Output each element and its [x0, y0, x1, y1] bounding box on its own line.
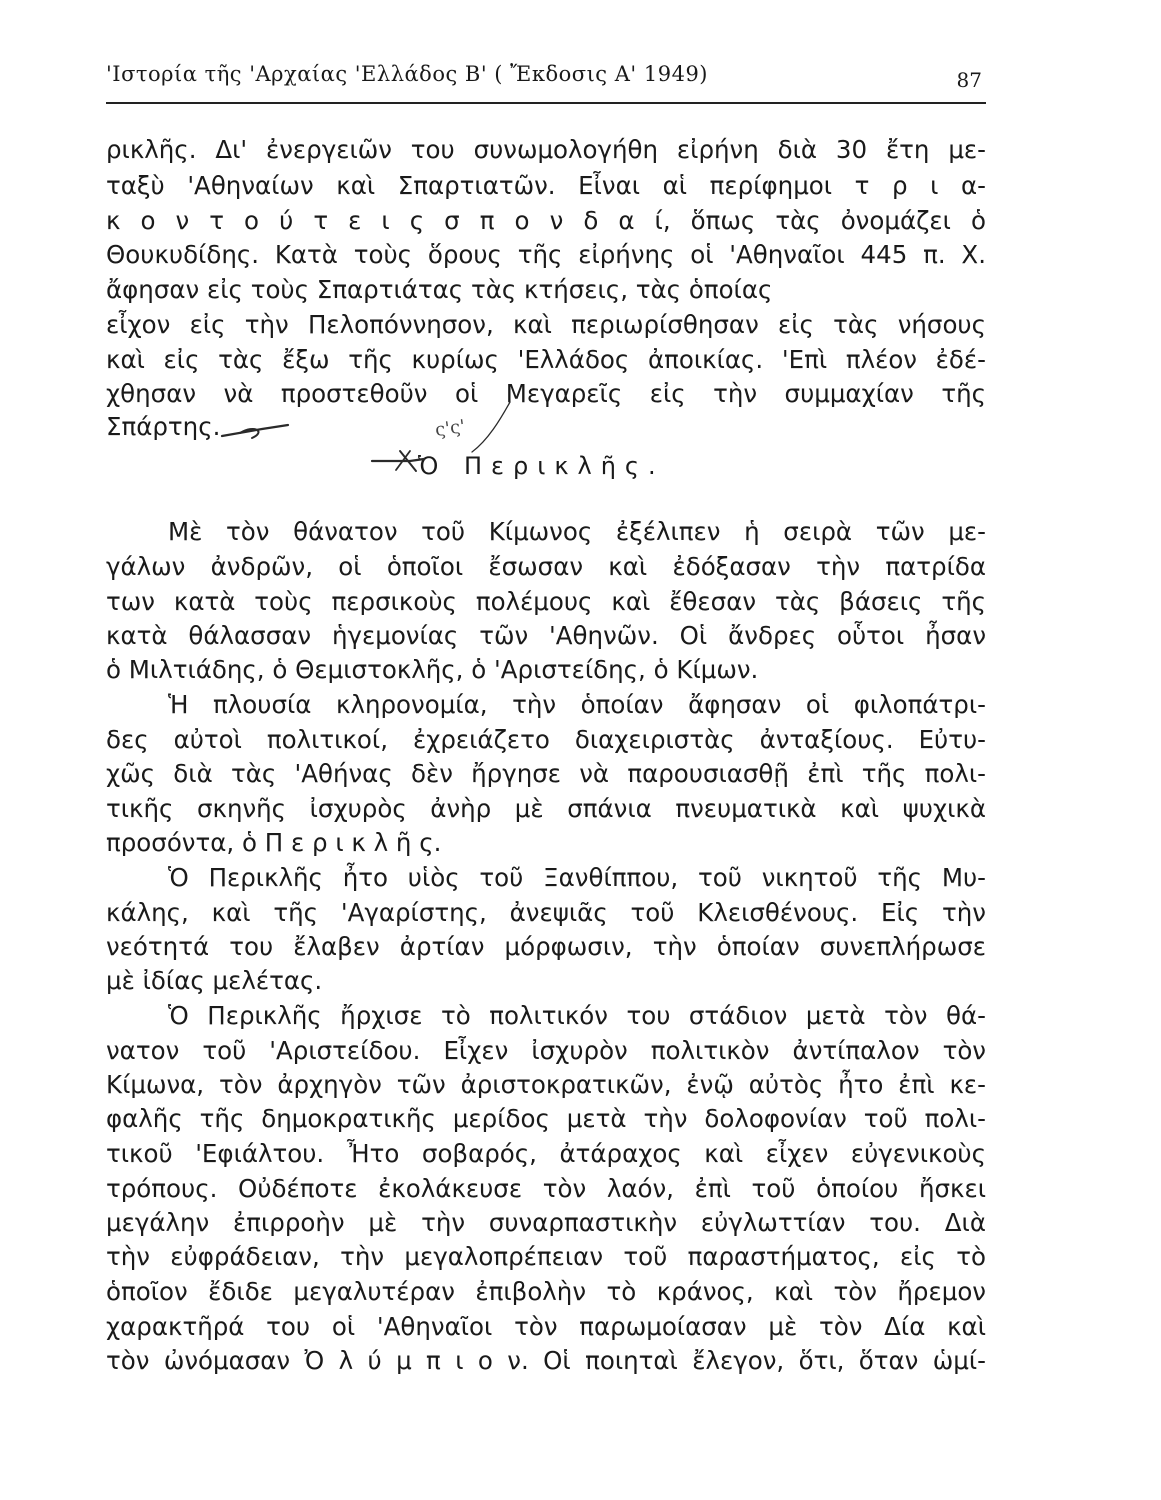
text-line: κάλης, καὶ τῆς 'Αγαρίστης, ἀνεψιᾶς τοῦ Κλεισθένους. Εἰς τὴν — [106, 898, 986, 927]
text-line: κατὰ θάλασσαν ἡγεμονίας τῶν 'Αθηνῶν. Οἱ ἄνδρες οὗτοι ἦσαν — [106, 621, 986, 650]
text-line: εἶχον εἰς τὴν Πελοπόννησον, καὶ περιωρίσθησαν εἰς τὰς νήσους — [106, 310, 986, 339]
page-number: 87 — [956, 68, 982, 92]
text-line: τρόπους. Οὐδέποτε ἐκολάκευσε τὸν λαόν, ἐπὶ τοῦ ὁποίου ἤσκει — [106, 1174, 986, 1203]
text-line: Ὁ Περικλῆς ἤρχισε τὸ πολιτικόν του στάδιον μετὰ τὸν θά- — [168, 1001, 986, 1030]
text-line: χαρακτῆρά του οἱ 'Αθηναῖοι τὸν παρωμοίασαν μὲ τὸν Δία καὶ — [106, 1312, 986, 1341]
text-line: νατον τοῦ 'Αριστείδου. Εἶχεν ἰσχυρὸν πολιτικὸν ἀντίπαλον τὸν — [106, 1036, 986, 1065]
text-line: ταξὺ 'Αθηναίων καὶ Σπαρτιατῶν. Εἶναι αἱ περίφημοι τ ρ ι α- — [106, 171, 986, 200]
text-line: μὲ ἰδίας μελέτας. — [106, 966, 323, 995]
text-line: γάλων ἀνδρῶν, οἱ ὁποῖοι ἔσωσαν καὶ ἐδόξασαν τὴν πατρίδα — [106, 552, 986, 581]
text-line: τὴν εὐφράδειαν, τὴν μεγαλοπρέπειαν τοῦ παραστήματος, εἰς τὸ — [106, 1242, 986, 1271]
text-line: Ἡ πλουσία κληρονομία, τὴν ὁποίαν ἄφησαν οἱ φιλοπάτρι- — [168, 690, 986, 719]
text-line: τικοῦ 'Εφιάλτου. Ἦτο σοβαρός, ἀτάραχος καὶ εἶχεν εὐγενικοὺς — [106, 1139, 986, 1168]
text-line: χθησαν νὰ προστεθοῦν οἱ Μεγαρεῖς εἰς τὴν συμμαχίαν τῆς — [106, 379, 986, 408]
text-line: ὁ Μιλτιάδης, ὁ Θεμιστοκλῆς, ὁ 'Αριστείδης, ὁ Κίμων. — [106, 655, 759, 684]
pen-stroke-1 — [222, 425, 288, 436]
text-line: μεγάλην ἐπιρροὴν μὲ τὴν συναρπαστικὴν εὐγλωττίαν του. Διὰ — [106, 1208, 986, 1237]
text-line: των κατὰ τοὺς περσικοὺς πολέμους καὶ ἔθεσαν τὰς βάσεις τῆς — [106, 587, 986, 616]
text-line: καὶ εἰς τὰς ἔξω τῆς κυρίως 'Ελλάδος ἀποικίας. 'Επὶ πλέον ἐδέ- — [106, 345, 986, 374]
text-line: νεότητά του ἔλαβεν ἀρτίαν μόρφωσιν, τὴν ὁποίαν συνεπλήρωσε — [106, 932, 986, 961]
text-line: Σπάρτης. — [106, 412, 221, 441]
text-line: κ ο ν τ ο ύ τ ε ι ς σ π ο ν δ α ί, ὅπως τὰς ὀνομάζει ὁ — [106, 206, 986, 235]
pen-stroke-4 — [372, 459, 424, 461]
text-line: Ὁ Περικλῆς ἦτο υἱὸς τοῦ Ξανθίππου, τοῦ νικητοῦ τῆς Μυ- — [168, 863, 986, 892]
text-line: τικῆς σκηνῆς ἰσχυρὸς ἀνὴρ μὲ σπάνια πνευματικὰ καὶ ψυχικὰ — [106, 794, 986, 823]
section-heading: Ὁ Περικλῆς. — [418, 452, 665, 480]
text-line: Κίμωνα, τὸν ἀρχηγὸν τῶν ἀριστοκρατικῶν, ἐνῷ αὐτὸς ἦτο ἐπὶ κε- — [106, 1070, 986, 1099]
text-line: Θουκυδίδης. Κατὰ τοὺς ὅρους τῆς εἰρήνης οἱ 'Αθηναῖοι 445 π. Χ. — [106, 240, 986, 269]
text-line: δες αὐτοὶ πολιτικοί, ἐχρειάζετο διαχειριστὰς ἀνταξίους. Εὐτυ- — [106, 725, 986, 754]
running-title: 'Ιστορία τῆς 'Αρχαίας 'Ελλάδος Β' ( Ἔκδοσις Α' 1949) — [106, 62, 708, 86]
handwritten-note: ς'ς' — [433, 415, 467, 441]
text-line: ὁποῖον ἔδιδε μεγαλυτέραν ἐπιβολὴν τὸ κράνος, καὶ τὸν ἤρεμον — [106, 1277, 986, 1306]
text-line: ἄφησαν εἰς τοὺς Σπαρτιάτας τὰς κτήσεις, τὰς ὁποίας — [106, 275, 773, 304]
text-line: προσόντα, ὁ Π ε ρ ι κ λ ῆ ς. — [106, 828, 442, 857]
pen-stroke-3 — [472, 402, 510, 452]
text-line: τὸν ὠνόμασαν Ὀ λ ύ μ π ι ο ν. Οἱ ποιηταὶ ἔλεγον, ὅτι, ὅταν ὡμί- — [106, 1346, 986, 1375]
text-line: φαλῆς τῆς δημοκρατικῆς μερίδος μετὰ τὴν δολοφονίαν τοῦ πολι- — [106, 1104, 986, 1133]
text-line: χῶς διὰ τὰς 'Αθήνας δὲν ἤργησε νὰ παρουσιασθῇ ἐπὶ τῆς πολι- — [106, 759, 986, 788]
text-line: Μὲ τὸν θάνατον τοῦ Κίμωνος ἐξέλιπεν ἡ σειρὰ τῶν με- — [168, 517, 986, 546]
text-line: ρικλῆς. Δι' ἐνεργειῶν του συνωμολογήθη εἰρήνη διὰ 30 ἔτη με- — [106, 135, 986, 164]
